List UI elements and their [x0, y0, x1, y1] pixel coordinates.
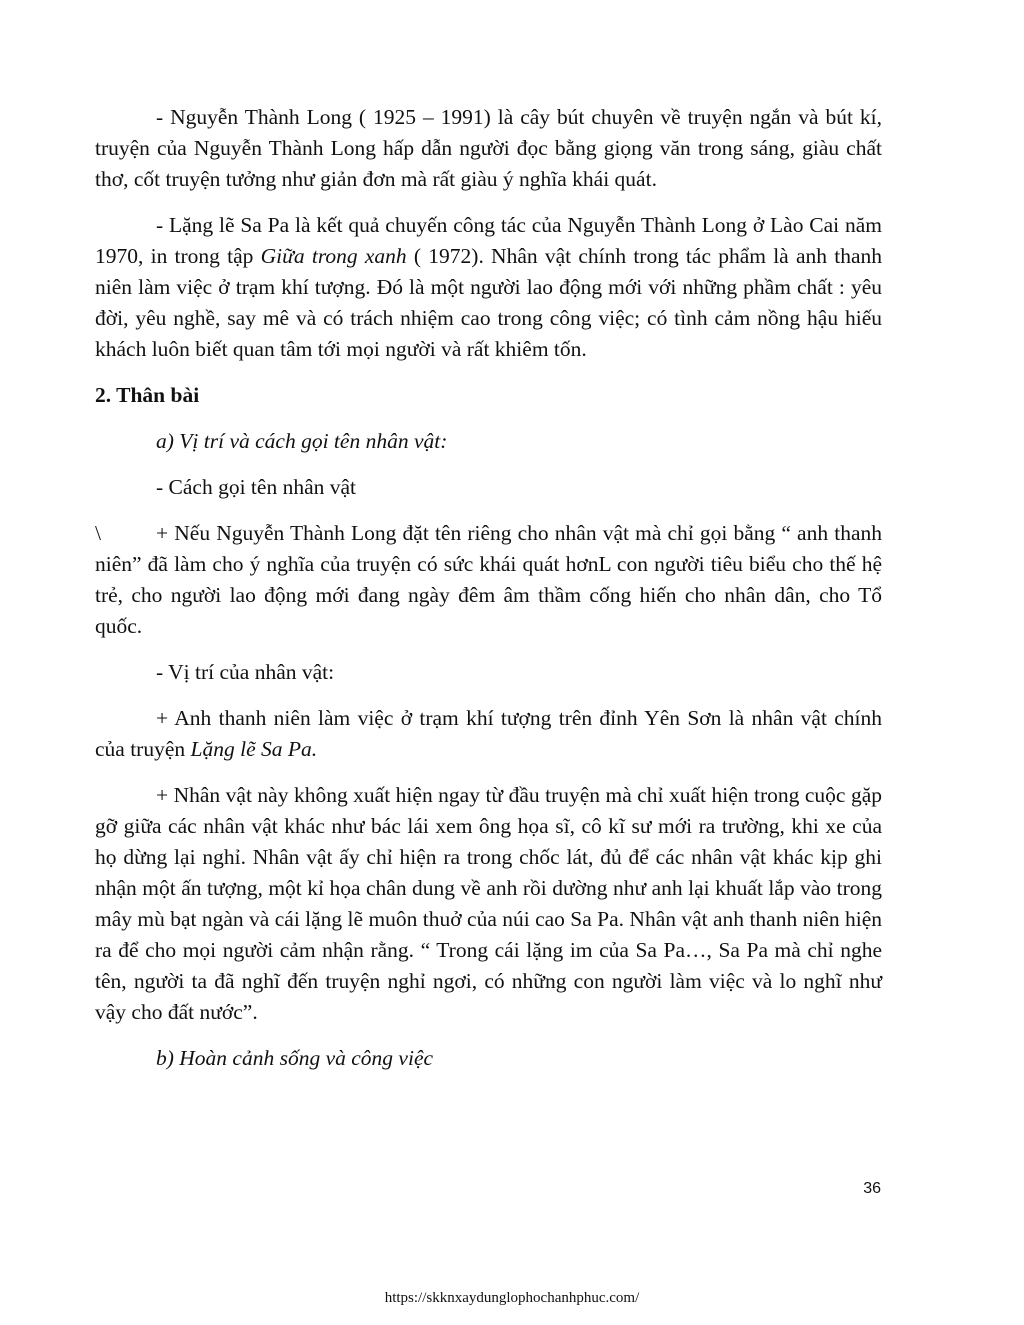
paragraph-text: + Anh thanh niên làm việc ở trạm khí tượng trên đỉnh Yên Sơn là nhân vật chính của truyện	[95, 706, 882, 761]
paragraph-text: - Lặng lẽ Sa Pa là kết quả chuyến công tác của Nguyễn Thành Long ở Lào Cai năm 1970, in trong tập	[95, 213, 882, 268]
page-content	[95, 102, 882, 1074]
section-heading: 2. Thân bài	[95, 383, 200, 407]
paragraph-appearance: + Nhân vật này không xuất hiện ngay từ đầu truyện mà chỉ xuất hiện trong cuộc gặp gỡ giữa các nhân vật khác như bác lái xem ông họa sĩ, cô kĩ sư mới ra trường, khi xe của họ dừng lại nghỉ. Nhân vật ấy chỉ hiện ra trong chốc lát, đủ để các nhân vật khác kịp ghi nhận một ấn tượng, một kỉ họa chân dung về anh rồi dường như anh lại khuất lắp vào trong mây mù bạt ngàn và cái lặng lẽ muôn thuở của núi cao Sa Pa. Nhân vật anh thanh niên hiện ra để cho mọi người cảm nhận rằng. “ Trong cái lặng im của Sa Pa…, Sa Pa mà chỉ nghe tên, người ta đã nghĩ đến truyện nghỉ ngơi, có những con người làm việc và lo nghĩ như vậy cho đất nước”.	[95, 783, 882, 1024]
paragraph-naming: - Cách gọi tên nhân vật	[156, 475, 357, 499]
paragraph-position-detail	[95, 703, 882, 765]
subsection-heading-b: b) Hoàn cảnh sống và công việc	[156, 1046, 434, 1070]
book-title: Giữa trong xanh	[260, 244, 407, 268]
paragraph-text: ( 1972). Nhân vật chính trong tác phẩm là anh thanh niên làm việc ở trạm khí tượng. Đó là một người lao động mới với những phầm chất : yêu đời, yêu nghề, say mê và có trách nhiệm cao trong công việc; có tình cảm nồng hậu hiếu khách luôn biết quan tâm tới mọi người và rất khiêm tốn.	[95, 244, 882, 361]
paragraph-work-intro	[95, 210, 882, 365]
backslash-marker: \	[95, 521, 101, 545]
story-title: Lặng lẽ Sa Pa.	[190, 737, 318, 761]
paragraph-position: - Vị trí của nhân vật:	[156, 660, 335, 684]
paragraph-text: - Nguyễn Thành Long ( 1925 – 1991) là cây bút chuyên về truyện ngắn và bút kí, truyện của Nguyễn Thành Long hấp dẫn người đọc bằng giọng văn trong sáng, giàu chất thơ, cốt truyện tưởng như giản đơn mà rất giàu ý nghĩa khái quát.	[95, 105, 882, 191]
paragraph-text: + Nếu Nguyễn Thành Long đặt tên riêng cho nhân vật mà chỉ gọi bằng “ anh thanh niên” đã làm cho ý nghĩa của truyện có sức khái quát hơnL con người tiêu biểu cho thế hệ trẻ, cho người lao động mới đang ngày đêm âm thầm cống hiến cho nhân dân, cho Tổ quốc.	[95, 521, 882, 638]
paragraph-naming-detail	[95, 518, 882, 642]
footer-url: https://skknxaydunglophochanhphuc.com/	[384, 1290, 640, 1306]
paragraph-author-intro	[95, 102, 882, 195]
subsection-heading-a: a) Vị trí và cách gọi tên nhân vật:	[156, 429, 448, 453]
page-number: 36	[863, 1180, 881, 1197]
